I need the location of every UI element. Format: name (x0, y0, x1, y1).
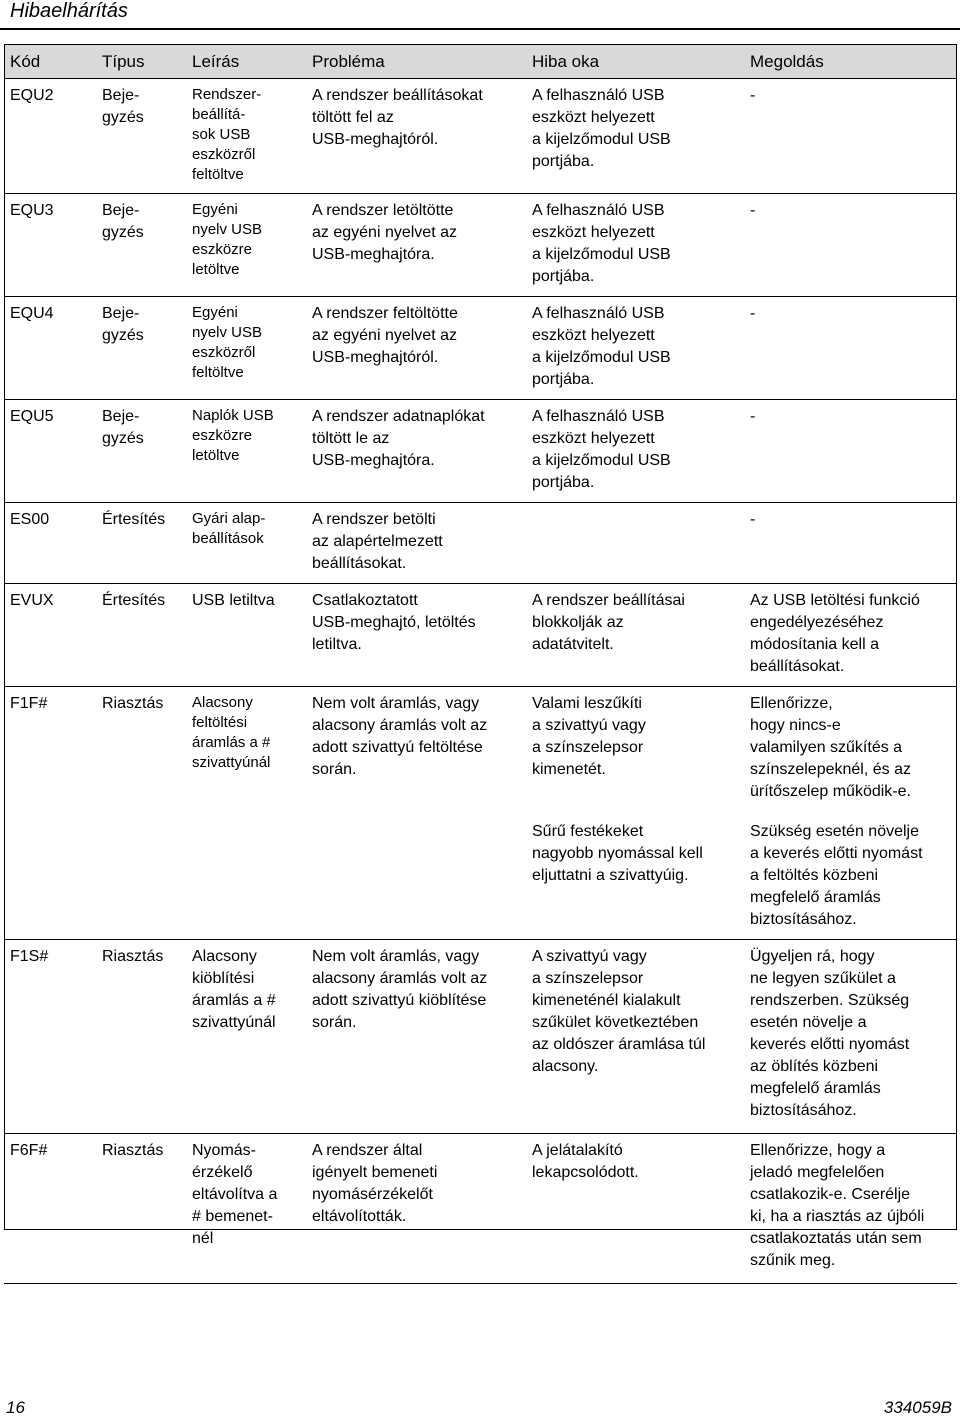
cell-solution (744, 400, 957, 503)
cell-cause (526, 811, 744, 940)
cell-problem-text: A rendszer beállításokat töltött fel az USB-meghajtóról. (312, 87, 483, 148)
cell-type (96, 940, 186, 1134)
header-solution: Megoldás (744, 44, 957, 79)
cell-problem-text: Nem volt áramlás, vagy alacsony áramlás volt az adott szivattyú kiöblítése során. (312, 948, 488, 1031)
cell-problem-text: Csatlakoztatott USB-meghajtó, letöltés letiltva. (312, 592, 476, 653)
cell-solution (744, 1134, 957, 1284)
cell-cause-text: Sűrű festékeket nagyobb nyomással kell eljuttatni a szivattyúig. (532, 823, 703, 884)
cell-problem (306, 940, 526, 1134)
cell-cause (526, 79, 744, 194)
cell-problem-text: A rendszer feltöltötte az egyéni nyelvet az USB-meghajtóról. (312, 305, 458, 366)
cell-code (4, 194, 96, 297)
cell-description-text: Egyéni nyelv USB eszközről feltöltve (192, 304, 263, 381)
cell-type-text: Beje- gyzés (102, 408, 144, 447)
cell-solution-text: - (750, 87, 756, 104)
cell-code (4, 79, 96, 194)
cell-cause (526, 400, 744, 503)
cell-code-text: EQU2 (10, 87, 54, 104)
cell-cause (526, 503, 744, 584)
cell-solution-text: - (750, 408, 756, 425)
cell-type (96, 400, 186, 503)
cell-description-text: Gyári alap- beállítások (192, 510, 266, 547)
cell-problem-text: A rendszer adatnaplókat töltött le az USB-meghajtóra. (312, 408, 485, 469)
cell-type-text: Beje- gyzés (102, 87, 144, 126)
cell-code (4, 400, 96, 503)
cell-description (186, 79, 306, 194)
table-row (4, 79, 957, 194)
header-type: Típus (96, 44, 186, 79)
cell-code-text: F1S# (10, 948, 49, 965)
cell-problem (306, 400, 526, 503)
cell-solution-text: Ellenőrizze, hogy a jeladó megfelelően csatlakozik-e. Cserélje ki, ha a riasztás az újbóli csatlakoztatás után sem szűnik meg. (750, 1142, 925, 1269)
cell-code (4, 687, 96, 940)
cell-description (186, 687, 306, 940)
cell-type (96, 194, 186, 297)
cell-cause (526, 940, 744, 1134)
cell-solution-text: - (750, 511, 756, 528)
cell-solution (744, 297, 957, 400)
cell-problem (306, 687, 526, 940)
cell-cause-text: A felhasználó USB eszközt helyezett a kijelzőmodul USB portjába. (532, 408, 671, 491)
cell-type (96, 503, 186, 584)
page-number: 16 (6, 1398, 25, 1417)
cell-cause (526, 584, 744, 687)
cell-code (4, 584, 96, 687)
cell-solution-text: - (750, 202, 756, 219)
header-problem: Probléma (306, 44, 526, 79)
cell-solution (744, 811, 957, 940)
cell-type-text: Riasztás (102, 1142, 164, 1159)
cell-code (4, 297, 96, 400)
table-row (4, 297, 957, 400)
cell-description (186, 1134, 306, 1284)
cell-description (186, 940, 306, 1134)
title-rule (0, 28, 960, 30)
cell-type-text: Riasztás (102, 948, 164, 965)
cell-problem-text: A rendszer betölti az alapértelmezett beállításokat. (312, 511, 443, 572)
header-cause: Hiba oka (526, 44, 744, 79)
cell-description (186, 297, 306, 400)
cell-solution (744, 940, 957, 1134)
cell-solution-text: Ellenőrizze, hogy nincs-e valamilyen szűkítés a színszelepeknél, és az ürítőszelep működik-e. (750, 695, 911, 800)
cell-description-text: Nyomás- érzékelő eltávolítva a # bemenet- nél (192, 1142, 278, 1247)
table-header-row (4, 44, 957, 79)
cell-solution (744, 584, 957, 687)
header-code: Kód (4, 44, 96, 79)
cell-description-text: Alacsony feltöltési áramlás a # szivattyúnál (192, 694, 271, 771)
cell-solution (744, 194, 957, 297)
cell-code-text: EQU5 (10, 408, 54, 425)
cell-cause (526, 1134, 744, 1284)
cell-problem-text: A rendszer által igényelt bemeneti nyomásérzékelőt eltávolították. (312, 1142, 438, 1225)
cell-code-text: ES00 (10, 511, 50, 528)
cell-solution-text: Szükség esetén növelje a keverés előtti nyomást a feltöltés közbeni megfelelő áramlás biztosításához. (750, 823, 923, 928)
cell-cause (526, 297, 744, 400)
cell-solution-text: Az USB letöltési funkció engedélyezéséhez módosítania kell a beállításokat. (750, 592, 920, 675)
cell-problem (306, 194, 526, 297)
table-row (4, 400, 957, 503)
table-row (4, 194, 957, 297)
cell-problem (306, 297, 526, 400)
cell-description-text: Naplók USB eszközre letöltve (192, 407, 274, 464)
cell-solution (744, 687, 957, 812)
cell-description-text: Alacsony kiöblítési áramlás a # szivattyúnál (192, 948, 276, 1031)
cell-type-text: Értesítés (102, 511, 166, 528)
cell-cause-text: A felhasználó USB eszközt helyezett a kijelzőmodul USB portjába. (532, 202, 671, 285)
table-row (4, 1134, 957, 1284)
cell-type-text: Riasztás (102, 695, 164, 712)
cell-problem (306, 79, 526, 194)
cell-cause-text: A jelátalakító lekapcsolódott. (532, 1142, 639, 1181)
cell-code-text: F1F# (10, 695, 48, 712)
cell-description (186, 584, 306, 687)
cell-description (186, 194, 306, 297)
table-row (4, 940, 957, 1134)
cell-type-text: Beje- gyzés (102, 202, 144, 241)
troubleshooting-table (4, 44, 957, 1284)
cell-description (186, 400, 306, 503)
cell-type-text: Értesítés (102, 592, 166, 609)
cell-cause-text: Valami leszűkíti a szivattyú vagy a színszelepsor kimenetét. (532, 695, 646, 778)
cell-code-text: F6F# (10, 1142, 48, 1159)
header-description: Leírás (186, 44, 306, 79)
cell-description (186, 503, 306, 584)
cell-problem (306, 503, 526, 584)
table-row (4, 584, 957, 687)
cell-problem-text: A rendszer letöltötte az egyéni nyelvet az USB-meghajtóra. (312, 202, 457, 263)
cell-type (96, 584, 186, 687)
cell-type (96, 297, 186, 400)
table-row (4, 687, 957, 812)
document-number: 334059B (883, 1398, 952, 1417)
cell-solution (744, 79, 957, 194)
cell-code-text: EQU4 (10, 305, 54, 322)
cell-type-text: Beje- gyzés (102, 305, 144, 344)
cell-cause-text: A felhasználó USB eszközt helyezett a kijelzőmodul USB portjába. (532, 87, 671, 170)
section-title: Hibaelhárítás (10, 0, 128, 22)
cell-solution (744, 503, 957, 584)
cell-cause-text: A szivattyú vagy a színszelepsor kimeneténél kialakult szűkület következtében az oldószer áramlása túl alacsony. (532, 948, 706, 1075)
cell-problem (306, 1134, 526, 1284)
cell-code (4, 940, 96, 1134)
cell-solution-text: Ügyeljen rá, hogy ne legyen szűkület a rendszerben. Szükség esetén növelje a keverés előtti nyomást az öblítés közbeni megfelelő áramlás biztosításához. (750, 948, 910, 1119)
cell-cause (526, 194, 744, 297)
cell-type (96, 1134, 186, 1284)
cell-problem-text: Nem volt áramlás, vagy alacsony áramlás volt az adott szivattyú feltöltése során. (312, 695, 488, 778)
cell-description-text: USB letiltva (192, 592, 275, 609)
cell-type (96, 687, 186, 940)
cell-cause (526, 687, 744, 812)
cell-code-text: EVUX (10, 592, 54, 609)
cell-code-text: EQU3 (10, 202, 54, 219)
cell-code (4, 1134, 96, 1284)
cell-description-text: Rendszer- beállítá- sok USB eszközről feltöltve (192, 86, 262, 183)
cell-problem (306, 584, 526, 687)
cell-solution-text: - (750, 305, 756, 322)
cell-cause-text: A rendszer beállításai blokkolják az adatátvitelt. (532, 592, 685, 653)
cell-type (96, 79, 186, 194)
cell-description-text: Egyéni nyelv USB eszközre letöltve (192, 201, 263, 278)
cell-cause-text: A felhasználó USB eszközt helyezett a kijelzőmodul USB portjába. (532, 305, 671, 388)
cell-code (4, 503, 96, 584)
table-row (4, 503, 957, 584)
